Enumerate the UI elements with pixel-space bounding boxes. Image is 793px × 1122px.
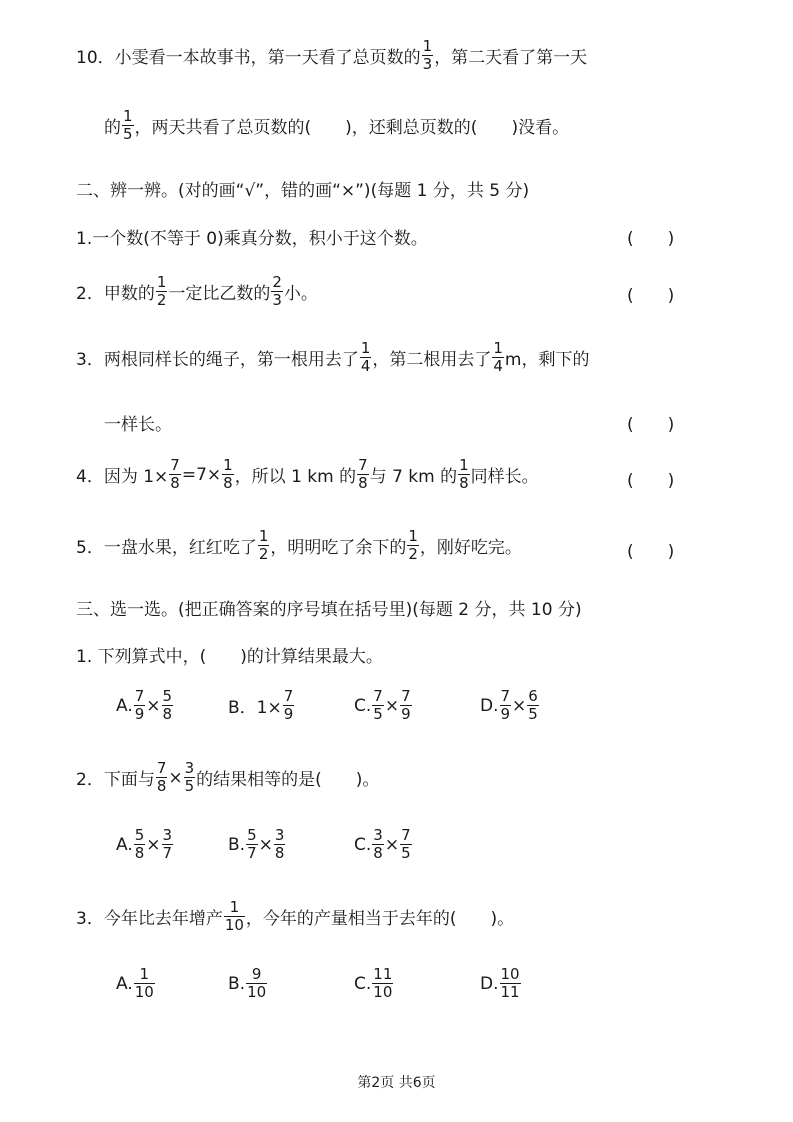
numerator: 1 [422, 37, 433, 55]
numerator: 3 [373, 826, 383, 844]
denominator: 5 [373, 705, 383, 723]
fraction [492, 340, 504, 375]
numerator: 1 [123, 107, 133, 125]
fraction [134, 966, 155, 1001]
denominator: 7 [247, 844, 257, 862]
denominator: 2 [408, 545, 418, 563]
q10-text: 的 [104, 118, 121, 138]
denominator: 8 [274, 844, 285, 862]
text-segment: 2．甲数的 [76, 284, 155, 304]
text-segment: × [258, 834, 273, 855]
numerator: 5 [162, 687, 173, 705]
denominator: 8 [156, 777, 167, 795]
tf-question-1 [76, 224, 428, 249]
tf-question-5 [76, 528, 522, 563]
denominator: 5 [401, 844, 411, 862]
numerator: 1 [139, 965, 150, 983]
text-segment: D. [480, 973, 499, 994]
numerator: 1 [459, 456, 469, 474]
text-segment: ，第二根用去了 [372, 350, 492, 370]
numerator: 3 [274, 826, 285, 844]
text-segment: C. [354, 973, 372, 994]
text-segment: × [384, 695, 400, 716]
option-a [116, 827, 174, 862]
fraction [134, 688, 146, 723]
text-segment: D. [480, 695, 499, 716]
text-segment: 3．今年比去年增产 [76, 909, 223, 929]
q10-lead: 10．小雯看一本故事书，第一天看了总页数的 [76, 48, 421, 68]
question-10-line2 [104, 108, 569, 143]
option-b [228, 827, 286, 862]
page-footer: 第2页 共6页 [357, 1075, 436, 1091]
numerator: 1 [493, 339, 503, 357]
text-segment: × [384, 834, 400, 855]
numerator: 7 [358, 456, 368, 474]
fraction [458, 457, 470, 492]
numerator: 7 [500, 687, 511, 705]
answer-bracket: ( ) [627, 286, 675, 306]
numerator: 1 [223, 456, 233, 474]
text-segment: 3．两根同样长的绳子，第一根用去了 [76, 350, 359, 370]
fraction [169, 457, 181, 492]
section-2-heading [76, 176, 529, 201]
text-segment: 一样长。 [104, 415, 172, 435]
fraction [258, 528, 270, 563]
numerator: 3 [162, 826, 173, 844]
text-segment: 二、辨一辨。(对的画“√”，错的画“×”)(每题 1 分，共 5 分) [76, 181, 530, 201]
answer-bracket: ( ) [627, 542, 675, 562]
numerator: 5 [134, 826, 145, 844]
numerator: 1 [258, 527, 269, 545]
fraction [222, 457, 234, 492]
text-segment: ，所以 1 km 的 [234, 467, 357, 487]
text-segment: B. [228, 973, 246, 994]
fraction [156, 760, 168, 795]
text-segment: 1.一个数(不等于 0)乘真分数，积小于这个数。 [76, 229, 428, 249]
fraction [162, 827, 174, 862]
numerator: 1 [156, 273, 167, 291]
fraction [156, 274, 168, 309]
numerator: 7 [401, 826, 411, 844]
numerator: 7 [401, 687, 411, 705]
denominator: 10 [373, 983, 393, 1001]
denominator: 8 [223, 474, 233, 492]
fraction [246, 966, 267, 1001]
numerator: 3 [184, 759, 195, 777]
option-c [354, 688, 413, 723]
fraction [271, 274, 283, 309]
numerator: 1 [229, 898, 240, 916]
text-segment: 同样长。 [470, 467, 539, 487]
text-segment: B．1× [228, 698, 282, 718]
numerator: 1 [360, 339, 371, 357]
denominator: 5 [528, 705, 538, 723]
denominator: 9 [401, 705, 411, 723]
denominator: 4 [493, 357, 503, 375]
q10-mid: ，第二天看了第一天 [434, 48, 588, 68]
text-segment: × [146, 695, 161, 716]
tf-question-4 [76, 457, 539, 492]
text-segment: 1. 下列算式中，( )的计算结果最大。 [76, 647, 383, 667]
option-a [116, 966, 156, 1001]
denominator: 10 [134, 983, 154, 1001]
denominator: 8 [134, 844, 145, 862]
mc-question-1 [76, 642, 383, 667]
numerator: 11 [373, 965, 393, 983]
fraction [400, 688, 412, 723]
text-segment: m，剩下的 [504, 350, 590, 370]
denominator: 2 [258, 545, 269, 563]
numerator: 10 [500, 965, 520, 983]
text-segment: × [168, 767, 183, 788]
text-segment: 一定比乙数的 [168, 284, 271, 304]
denominator: 3 [272, 291, 282, 309]
text-segment: C. [354, 695, 372, 716]
section-3-heading [76, 595, 582, 620]
numerator: 7 [156, 759, 167, 777]
numerator: 1 [408, 527, 418, 545]
numerator: 5 [247, 826, 257, 844]
denominator: 10 [247, 983, 267, 1001]
text-segment: B. [228, 834, 246, 855]
fraction [122, 108, 134, 143]
denominator: 7 [162, 844, 173, 862]
denominator: 8 [358, 474, 368, 492]
fraction [372, 966, 393, 1001]
option-a [116, 688, 174, 723]
text-segment: 2．下面与 [76, 770, 155, 790]
question-10-line1 [76, 38, 587, 73]
denominator: 5 [184, 777, 195, 795]
fraction [360, 340, 372, 375]
mc-question-2 [76, 760, 379, 795]
fraction [184, 760, 196, 795]
answer-bracket: ( ) [627, 471, 675, 491]
numerator: 6 [528, 687, 538, 705]
fraction [162, 688, 174, 723]
text-segment: 与 7 km 的 [369, 467, 458, 487]
denominator: 9 [134, 705, 145, 723]
option-b [228, 688, 295, 723]
text-segment: × [512, 695, 527, 716]
numerator: 7 [373, 687, 383, 705]
text-segment: 的结果相等的是( )。 [196, 770, 380, 790]
option-c [354, 966, 394, 1001]
numerator: 7 [134, 687, 145, 705]
option-d [480, 966, 522, 1001]
tf-question-3 [76, 340, 589, 375]
numerator: 7 [170, 456, 180, 474]
text-segment: A. [116, 834, 133, 855]
denominator: 11 [500, 983, 520, 1001]
denominator: 9 [500, 705, 511, 723]
mc-question-3 [76, 899, 514, 934]
denominator: 10 [224, 916, 244, 934]
fraction [357, 457, 369, 492]
denominator: 8 [162, 705, 173, 723]
denominator: 8 [459, 474, 469, 492]
tf-question-3-line2 [104, 410, 172, 435]
option-b [228, 966, 268, 1001]
fraction [500, 688, 512, 723]
fraction [134, 827, 146, 862]
tf-question-2 [76, 274, 318, 309]
fraction [422, 38, 434, 73]
fraction [500, 966, 521, 1001]
fraction [407, 528, 419, 563]
text-segment: A. [116, 973, 133, 994]
text-segment: =7× [181, 464, 222, 485]
fraction [400, 827, 412, 862]
text-segment: ，刚好吃完。 [419, 538, 522, 558]
fraction [372, 688, 384, 723]
denominator: 9 [283, 705, 294, 723]
fraction [224, 899, 245, 934]
text-segment: A. [116, 695, 133, 716]
numerator: 2 [272, 273, 282, 291]
text-segment: 三、选一选。(把正确答案的序号填在括号里)(每题 2 分，共 10 分) [76, 600, 582, 620]
denominator: 8 [373, 844, 383, 862]
text-segment: 5．一盘水果，红红吃了 [76, 538, 257, 558]
denominator: 5 [123, 125, 133, 143]
option-c [354, 827, 413, 862]
denominator: 8 [170, 474, 180, 492]
numerator: 7 [283, 687, 294, 705]
denominator: 3 [422, 55, 433, 73]
fraction [372, 827, 384, 862]
denominator: 4 [360, 357, 371, 375]
text-segment: ，今年的产量相当于去年的( )。 [245, 909, 515, 929]
answer-bracket: ( ) [627, 229, 675, 249]
fraction [274, 827, 286, 862]
text-segment: 小。 [283, 284, 318, 304]
numerator: 9 [251, 965, 262, 983]
text-segment: × [146, 834, 161, 855]
text-segment: C. [354, 834, 372, 855]
text-segment: ，明明吃了余下的 [270, 538, 407, 558]
answer-bracket: ( ) [627, 415, 675, 435]
q10-text: ，两天共看了总页数的( )，还剩总页数的( )没看。 [134, 118, 570, 138]
fraction [283, 688, 295, 723]
text-segment: 4．因为 1× [76, 467, 169, 487]
fraction [246, 827, 258, 862]
option-d [480, 688, 540, 723]
denominator: 2 [156, 291, 167, 309]
fraction [527, 688, 539, 723]
